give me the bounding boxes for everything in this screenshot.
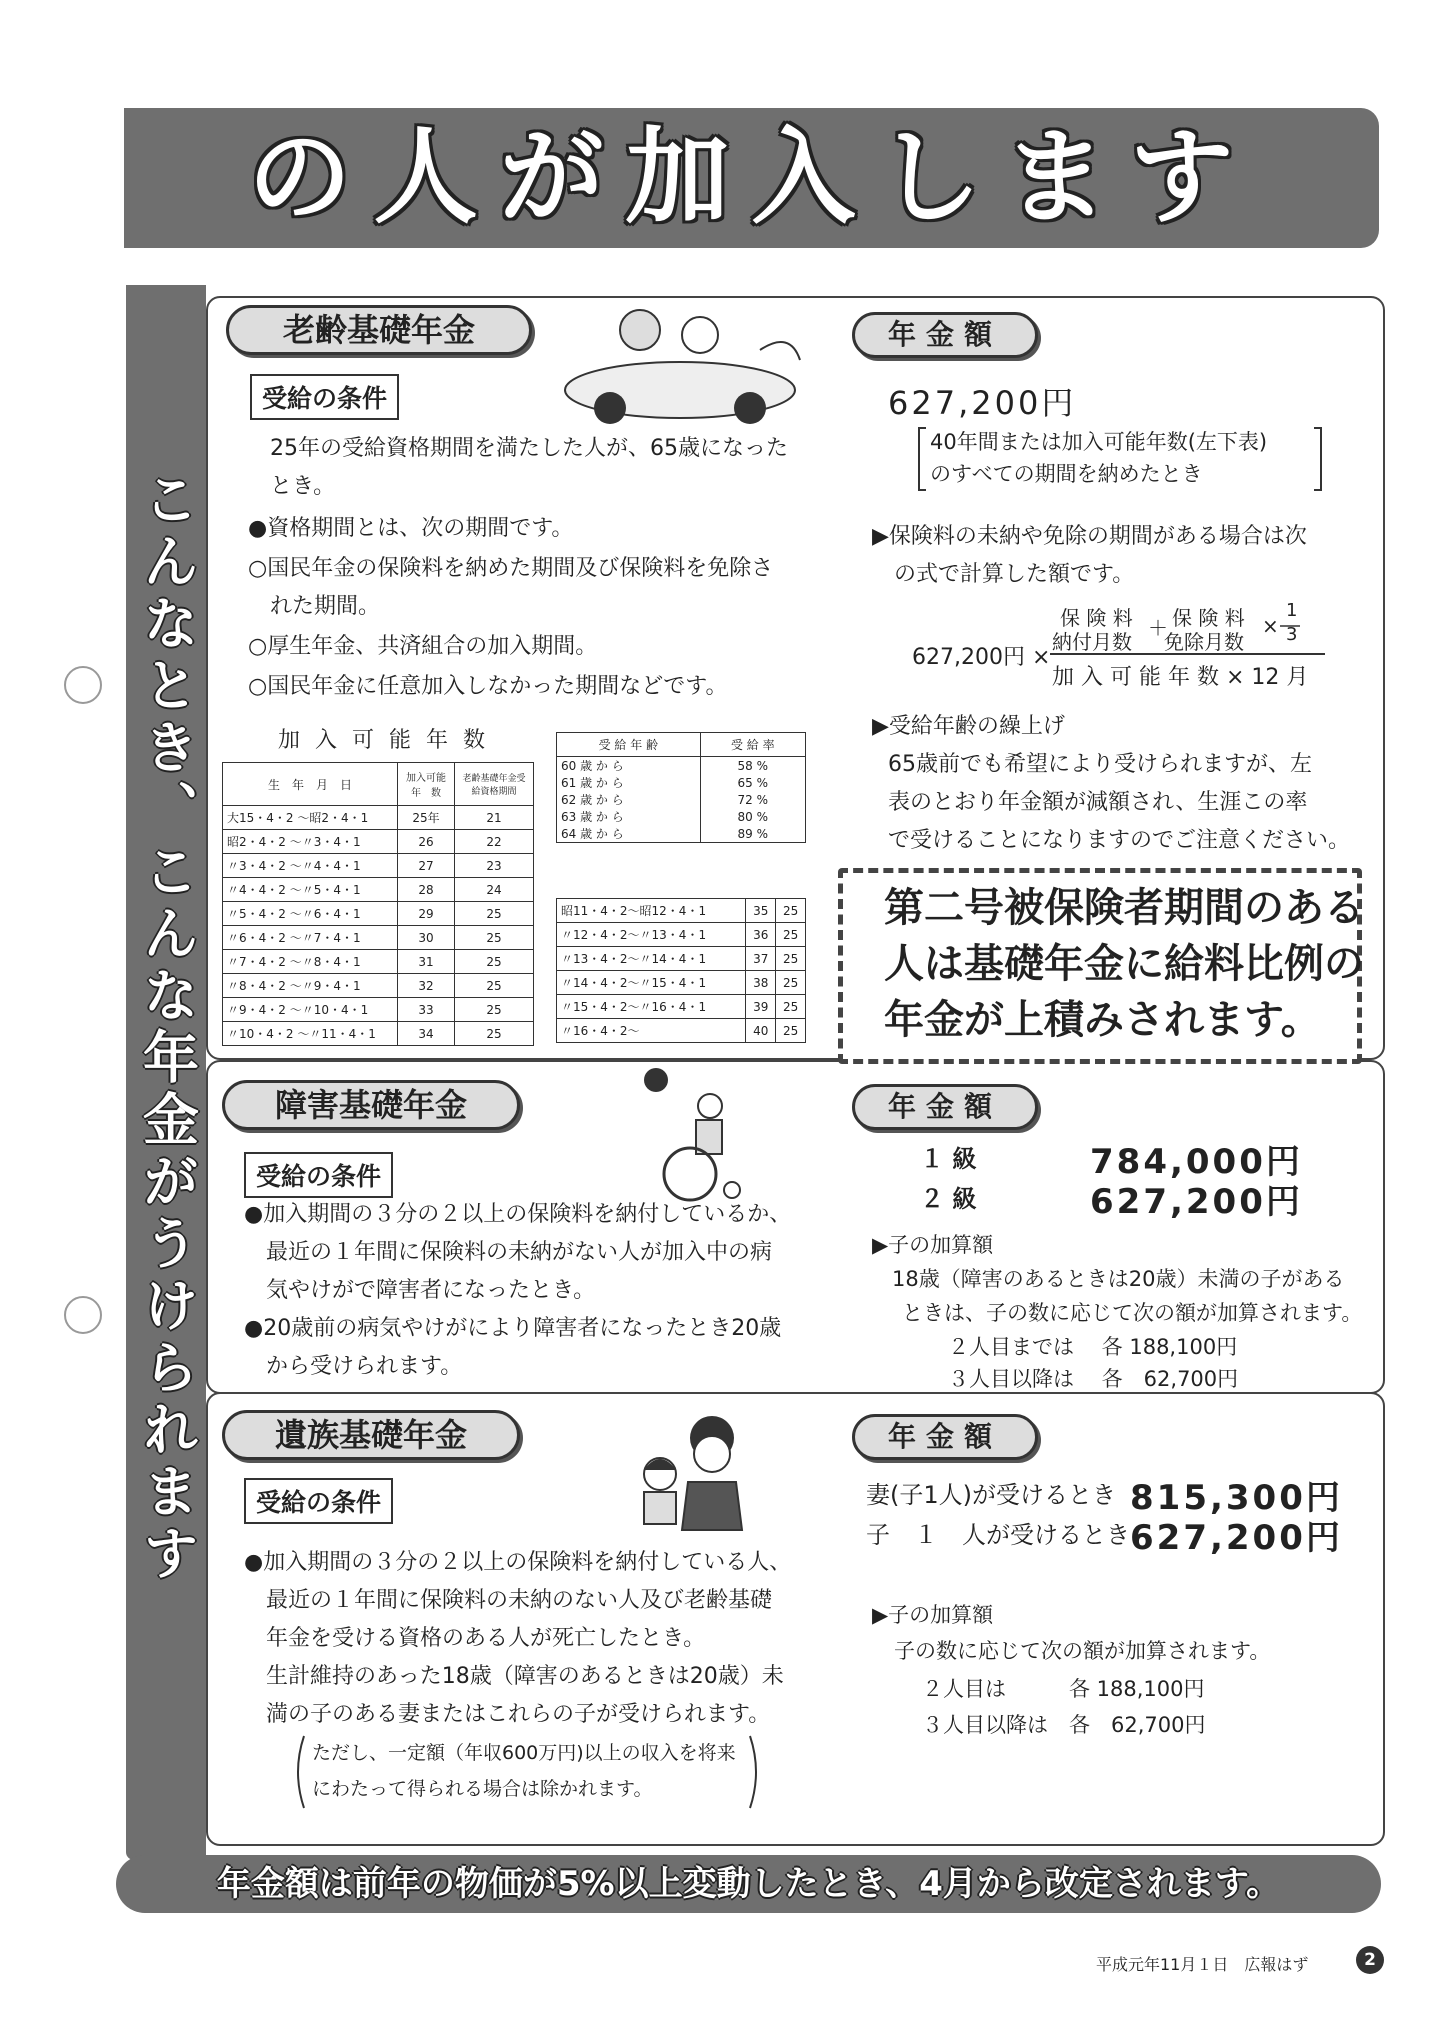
notice-line-1: 第二号被保険者期間のある <box>884 885 1364 931</box>
disability-child-line-1: 18歳（障害のあるときは20歳）未満の子がある <box>892 1267 1345 1291</box>
disability-line-1: ●加入期間の３分の２以上の保険料を納付しているか、 <box>244 1202 792 1227</box>
amount-note-brackets <box>916 426 1326 492</box>
years-table <box>222 762 534 1046</box>
disability-line-2: 最近の１年間に保険料の未納がない人が加入中の病 <box>244 1240 773 1265</box>
survivor-line-4: 生計維持のあった18歳（障害のあるときは20歳）未 <box>244 1664 784 1689</box>
grade2-amount: 627,200円 <box>1090 1182 1303 1222</box>
disability-line-3: 気やけがで障害者になったとき。 <box>244 1278 596 1303</box>
disability-child-line-2: ときは、子の数に応じて次の額が加算されます。 <box>902 1301 1363 1325</box>
wife-label: 妻(子1人)が受けるとき <box>866 1481 1116 1509</box>
formula-base: 627,200円 × <box>912 645 1051 670</box>
formula-times: × <box>1262 614 1279 638</box>
disability-child-add-1: ２人目までは 各 188,100円 <box>948 1335 1238 1359</box>
grade1-amount: 784,000円 <box>1090 1142 1303 1182</box>
formula-num: 1 <box>1286 600 1298 621</box>
child-label: 子 １ 人が受けるとき <box>866 1521 1130 1549</box>
survivor-child-line: 子の数に応じて次の額が加算されます。 <box>894 1639 1271 1663</box>
old-age-amount-label: 年金額 <box>852 312 1038 358</box>
family-illustration <box>630 1412 750 1532</box>
table-row: 〃10・4・2 ～〃11・4・1 34 25 <box>223 1022 534 1046</box>
table-row: 昭11・4・2～昭12・4・1 35 25 <box>557 899 806 923</box>
formula-den: 3 <box>1286 624 1298 645</box>
old-age-cond-line-1: 25年の受給資格期間を満たした人が、65歳になった <box>270 436 788 461</box>
old-age-calc-line-2: の式で計算した額です。 <box>872 562 1135 587</box>
punch-hole-bottom <box>64 1296 102 1334</box>
table-row: 〃16・4・2～ 40 25 <box>557 1019 806 1043</box>
survivor-line-5: 満の子のある妻またはこれらの子が受けられます。 <box>244 1702 771 1727</box>
old-age-bullet-2: ○国民年金の保険料を納めた期間及び保険料を免除さ <box>248 556 774 581</box>
rate-table <box>556 732 806 843</box>
sidebar-title: こんなとき、こんな年金がうけられます <box>134 470 199 1586</box>
early-line-1: 65歳前でも希望により受けられますが、左 <box>888 752 1312 777</box>
survivor-line-2: 最近の１年間に保険料の未納のない人及び老齢基礎 <box>244 1588 773 1613</box>
notice-line-2: 人は基礎年金に給料比例の <box>884 941 1364 987</box>
formula-top-a: 保 険 料 <box>1060 606 1133 630</box>
table-title: 加 入 可 能 年 数 <box>278 728 489 753</box>
survivor-note-1: ただし、一定額（年収600万円)以上の収入を将来 <box>312 1742 736 1764</box>
table-row: 62 歳 か ら 72 % <box>557 791 806 808</box>
table-row: 〃6・4・2 ～〃7・4・1 30 25 <box>223 926 534 950</box>
wheelchair-illustration <box>640 1066 750 1206</box>
formula-plus: ＋ <box>1148 616 1168 640</box>
survivor-line-3: 年金を受ける資格のある人が死亡したとき。 <box>244 1626 706 1651</box>
survivor-note-2: にわたって得られる場合は除かれます。 <box>312 1778 653 1800</box>
survivor-amount-label: 年金額 <box>852 1414 1038 1460</box>
survivor-condition-label: 受給の条件 <box>244 1478 393 1524</box>
old-age-bullet-4: ○厚生年金、共済組合の加入期間。 <box>248 634 598 659</box>
survivor-child-add-2: ３人目以降は 各 62,700円 <box>922 1713 1206 1737</box>
child-amount: 627,200円 <box>1130 1518 1343 1558</box>
table-row: 昭2・4・2 ～〃3・4・1 26 22 <box>223 830 534 854</box>
survivor-title: 遺族基礎年金 <box>222 1410 520 1460</box>
table-row: 〃12・4・2～〃13・4・1 36 25 <box>557 923 806 947</box>
years-header-years: 加入可能年 数 <box>398 763 455 806</box>
early-line-3: で受けることになりますのでご注意ください。 <box>888 828 1351 853</box>
formula-lines <box>1040 622 1330 656</box>
notice-line-3: 年金が上積みされます。 <box>884 997 1321 1043</box>
table-row: 〃7・4・2 ～〃8・4・1 31 25 <box>223 950 534 974</box>
old-age-calc-line-1: ▶保険料の未納や免除の期間がある場合は次 <box>872 524 1307 549</box>
formula-top-b: 保 険 料 <box>1172 606 1245 630</box>
disability-line-5: から受けられます。 <box>244 1354 463 1379</box>
formula-top-b2: 免除月数 <box>1164 630 1244 654</box>
table-row: 64 歳 か ら 89 % <box>557 825 806 843</box>
table-row: 〃9・4・2 ～〃10・4・1 33 25 <box>223 998 534 1022</box>
table-row: 〃13・4・2～〃14・4・1 37 25 <box>557 947 806 971</box>
header-title: の人が加入します <box>247 116 1256 238</box>
punch-hole-top <box>64 666 102 704</box>
page-number: 2 <box>1356 1946 1384 1974</box>
disability-amount-label: 年金額 <box>852 1084 1038 1130</box>
years-header-birth: 生 年 月 日 <box>223 763 398 806</box>
formula-bottom: 加 入 可 能 年 数 × 12 月 <box>1052 665 1309 690</box>
old-age-amount-note-1: 40年間または加入可能年数(左下表) <box>930 430 1268 454</box>
bottom-banner-text: 年金額は前年の物価が5%以上変動したとき、4月から改定されます。 <box>216 1864 1281 1904</box>
disability-child-add-2: ３人目以降は 各 62,700円 <box>948 1367 1239 1391</box>
table-row: 〃5・4・2 ～〃6・4・1 29 25 <box>223 902 534 926</box>
table-row: 〃8・4・2 ～〃9・4・1 32 25 <box>223 974 534 998</box>
table-row: 61 歳 か ら 65 % <box>557 774 806 791</box>
years-header-period: 老齢基礎年金受給資格期間 <box>455 763 534 806</box>
table-row: 〃14・4・2～〃15・4・1 38 25 <box>557 971 806 995</box>
rate-header-age: 受 給 年 齢 <box>557 733 701 757</box>
disability-title: 障害基礎年金 <box>222 1080 520 1130</box>
survivor-line-1: ●加入期間の３分の２以上の保険料を納付している人、 <box>244 1550 792 1575</box>
table-row: 63 歳 か ら 80 % <box>557 808 806 825</box>
table-row: 大15・4・2 ～昭2・4・1 25年 21 <box>223 806 534 830</box>
old-age-title: 老齢基礎年金 <box>226 305 532 355</box>
old-age-bullet-1: ●資格期間とは、次の期間です。 <box>248 516 574 541</box>
grade1-label: １ 級 <box>920 1145 977 1173</box>
old-age-amount-note-2: のすべての期間を納めたとき <box>930 462 1203 486</box>
grade2-label: ２ 級 <box>920 1185 977 1213</box>
early-title: ▶受給年齢の繰上げ <box>872 714 1065 739</box>
old-age-condition-label: 受給の条件 <box>250 374 399 420</box>
table-row: 〃4・4・2 ～〃5・4・1 28 24 <box>223 878 534 902</box>
formula-top-a2: 納付月数 <box>1052 630 1132 654</box>
survivor-child-title: ▶子の加算額 <box>872 1603 994 1627</box>
old-age-bullet-5: ○国民年金に任意加入しなかった期間などです。 <box>248 674 728 699</box>
wife-amount: 815,300円 <box>1130 1478 1343 1518</box>
early-line-2: 表のとおり年金額が減額され、生涯この率 <box>888 790 1308 815</box>
survivor-child-add-1: ２人目は 各 188,100円 <box>922 1677 1205 1701</box>
car-illustration <box>550 290 810 430</box>
rate-header-rate: 受 給 率 <box>700 733 805 757</box>
old-age-bullet-3: れた期間。 <box>248 594 381 619</box>
disability-condition-label: 受給の条件 <box>244 1152 393 1198</box>
disability-line-4: ●20歳前の病気やけがにより障害者になったとき20歳 <box>244 1316 782 1341</box>
disability-child-title: ▶子の加算額 <box>872 1233 994 1257</box>
old-age-cond-line-2: とき。 <box>270 474 336 499</box>
footer-text: 平成元年11月１日 広報はず <box>1096 1955 1309 1974</box>
table-row: 60 歳 か ら 58 % <box>557 757 806 775</box>
old-age-amount: 627,200円 <box>888 384 1077 422</box>
years-table-2 <box>556 898 806 1043</box>
table-row: 〃3・4・2 ～〃4・4・1 27 23 <box>223 854 534 878</box>
table-row: 〃15・4・2～〃16・4・1 39 25 <box>557 995 806 1019</box>
